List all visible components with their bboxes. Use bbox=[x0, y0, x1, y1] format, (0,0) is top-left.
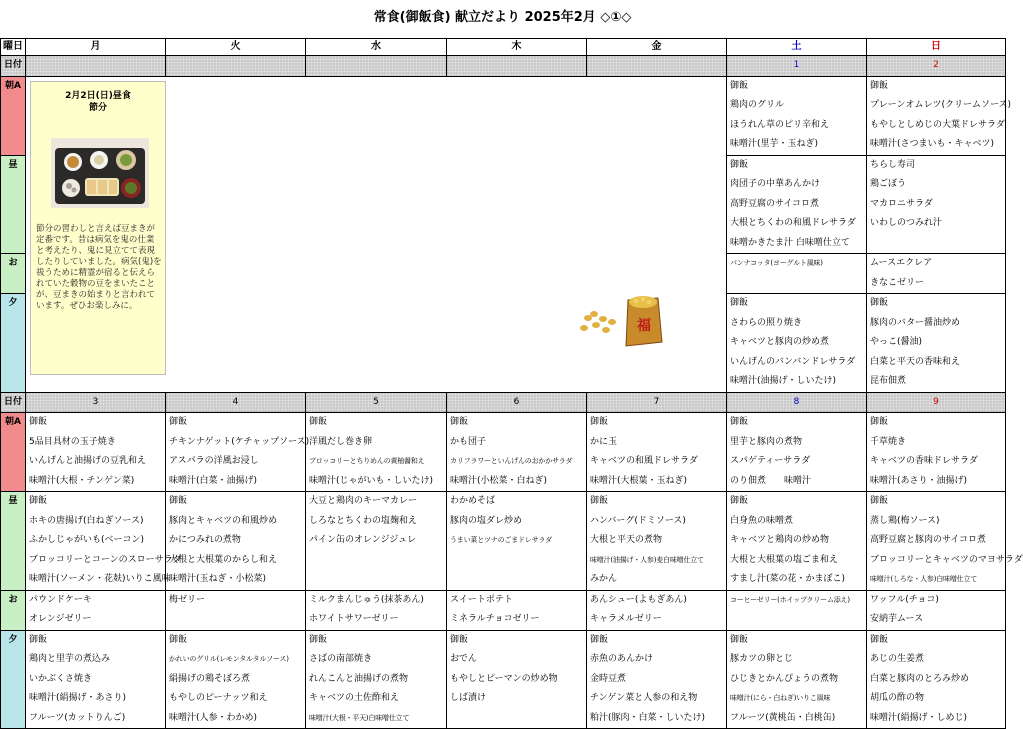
row-label-dinner: 夕 bbox=[1, 630, 26, 729]
meal-cell-w2-wed-snack bbox=[306, 590, 447, 630]
meal-cell-w2-tue-dinner bbox=[166, 630, 306, 729]
meal-cell-w1-sat-breakfast bbox=[727, 76, 867, 155]
menu-item: 味噌汁(白菜・油揚げ) bbox=[169, 475, 258, 486]
menu-item: 御飯 bbox=[169, 417, 188, 427]
header-sunday: 日 bbox=[867, 39, 1006, 56]
meal-cell-w2-sun-lunch bbox=[867, 492, 1023, 591]
menu-item: プレーンオムレツ(クリームソース) bbox=[870, 100, 1012, 110]
menu-item: 御飯 bbox=[450, 634, 469, 645]
week2-lunch-row bbox=[1, 492, 1006, 591]
menu-item: 御飯 bbox=[29, 417, 48, 427]
menu-item: 御飯 bbox=[309, 417, 328, 427]
menu-item: いんげんと油揚げの豆乳和え bbox=[29, 456, 147, 466]
menu-item: 味噌汁(にら・白ねぎ)いりこ風味 bbox=[730, 694, 831, 702]
meal-cell-w2-sun-dinner bbox=[867, 630, 1006, 729]
meal-cell-w2-thu-dinner bbox=[447, 630, 587, 729]
menu-item: アスパラの洋風お浸し bbox=[169, 456, 259, 466]
menu-item: 御飯 bbox=[730, 159, 749, 170]
menu-item: 大根と大根葉の塩ごま和え bbox=[730, 554, 839, 565]
menu-item: きなこゼリー bbox=[870, 277, 925, 288]
menu-item: 梅ゼリー bbox=[169, 594, 206, 605]
menu-item: キャベツの土佐酢和え bbox=[309, 693, 400, 703]
row-label-breakfast: 朝A bbox=[1, 76, 26, 155]
menu-item: 大根と大根葉のからし和え bbox=[169, 554, 278, 565]
meal-cell-w2-sat-lunch bbox=[727, 492, 867, 591]
menu-item: ムースエクレア bbox=[870, 258, 933, 268]
menu-item: パンナコッタ(ヨーグルト風味) bbox=[730, 259, 823, 267]
menu-item: 味噌汁(里芋・玉ねぎ) bbox=[730, 139, 819, 149]
menu-item: 味噌汁(油揚げ・人参)麦白味噌仕立て bbox=[590, 555, 704, 564]
row-label-snack: お bbox=[1, 254, 26, 294]
menu-item: スイートポテト bbox=[450, 594, 513, 605]
menu-item: 御飯 bbox=[870, 417, 889, 427]
menu-item: もやしとピーマンの炒め物 bbox=[450, 673, 558, 684]
date-cell: 3 bbox=[26, 392, 166, 413]
menu-item: みかん bbox=[590, 574, 618, 584]
row-label-snack: お bbox=[1, 590, 26, 630]
header-tuesday: 火 bbox=[166, 39, 306, 56]
menu-item: 御飯 bbox=[29, 496, 48, 506]
setsubun-meal-photo bbox=[51, 138, 149, 208]
feature-title-event: 節分 bbox=[88, 102, 107, 113]
menu-item: ワッフル(チョコ) bbox=[870, 594, 939, 605]
menu-item: 味噌汁(さつまいも・キャベツ) bbox=[870, 139, 995, 149]
menu-item: 御飯 bbox=[590, 634, 609, 645]
menu-item: さわらの照り焼き bbox=[730, 317, 803, 328]
menu-item bbox=[309, 570, 443, 590]
meal-cell-w2-sun-snack bbox=[867, 590, 1006, 630]
menu-item bbox=[450, 709, 583, 729]
menu-item: マカロニサラダ bbox=[870, 198, 933, 209]
menu-sheet bbox=[0, 38, 1023, 729]
menu-item: キャベツと鶏肉の炒め物 bbox=[730, 535, 830, 545]
menu-item: わかめそば bbox=[450, 496, 496, 506]
menu-item: いわしのつみれ汁 bbox=[870, 218, 943, 228]
menu-item: 味噌汁(あさり・油揚げ) bbox=[870, 475, 968, 486]
menu-item: 御飯 bbox=[730, 634, 749, 645]
menu-item: 味噌汁(絹揚げ・しめじ) bbox=[870, 712, 968, 723]
menu-item: 肉団子の中華あんかけ bbox=[730, 179, 821, 189]
menu-item: 味噌汁(油揚げ・しいたけ) bbox=[730, 376, 837, 386]
menu-item: さばの南部焼き bbox=[309, 654, 373, 664]
date-cell bbox=[166, 56, 306, 77]
menu-item: 味噌汁(じゃがいも・しいたけ) bbox=[309, 475, 434, 486]
row-label-breakfast: 朝A bbox=[1, 413, 26, 492]
menu-item: ミネラルチョコゼリー bbox=[450, 614, 540, 624]
menu-item: 5品目具材の玉子焼き bbox=[29, 436, 116, 447]
menu-item: れんこんと油揚げの煮物 bbox=[309, 673, 409, 684]
menu-item: オレンジゼリー bbox=[29, 614, 92, 624]
meal-cell-w2-sat-dinner bbox=[727, 630, 867, 729]
meal-cell-w2-tue-snack bbox=[166, 590, 306, 630]
menu-item: ミルクまんじゅう(抹茶あん) bbox=[309, 594, 424, 605]
menu-item: かれいのグリル(レモンタルタルソース) bbox=[169, 655, 289, 663]
menu-item: 味噌汁(絹揚げ・あさり) bbox=[29, 693, 127, 703]
menu-item: 豚肉のバター醤油炒め bbox=[870, 317, 961, 328]
date-row-label: 日付 bbox=[1, 56, 26, 77]
menu-item: キャベツの香味ドレサラダ bbox=[870, 456, 978, 466]
menu-item: 白身魚の味噌煮 bbox=[730, 515, 794, 526]
menu-item: ハンバーグ(ドミソース) bbox=[590, 515, 686, 526]
meal-cell-w2-mon-breakfast bbox=[26, 413, 166, 492]
menu-item: ブロッコリーとコーンのスローサラダ bbox=[29, 554, 182, 565]
menu-item: 御飯 bbox=[590, 417, 609, 427]
date-cell: 4 bbox=[166, 392, 306, 413]
menu-item: あんシュー(よもぎあん) bbox=[590, 594, 687, 605]
menu-item: 千草焼き bbox=[870, 436, 907, 447]
menu-item: ブロッコリーとちりめんの黄柚醤和え bbox=[309, 457, 425, 465]
menu-item: 豚肉の塩ダレ炒め bbox=[450, 515, 523, 526]
menu-item: 味噌汁(小松菜・白ねぎ) bbox=[450, 475, 548, 486]
week2-dinner-row bbox=[1, 630, 1006, 729]
menu-item: 御飯 bbox=[730, 496, 749, 506]
menu-item: 御飯 bbox=[730, 80, 749, 91]
menu-item: ホワイトサワーゼリー bbox=[309, 614, 399, 624]
header-thursday: 木 bbox=[447, 39, 587, 56]
meal-cell-w2-thu-lunch bbox=[447, 492, 587, 591]
meal-cell-w1-sun-lunch bbox=[867, 155, 1006, 254]
menu-item: ちらし寿司 bbox=[870, 159, 916, 170]
menu-item: 絹揚げの鶏そぼろ煮 bbox=[169, 673, 251, 684]
meal-cell-w2-thu-snack bbox=[447, 590, 587, 630]
menu-item: 鶏肉と里芋の煮込み bbox=[29, 654, 111, 664]
date-cell bbox=[306, 56, 447, 77]
date-cell-sunday: 2 bbox=[867, 56, 1006, 77]
weekday-corner-header: 曜日 bbox=[1, 39, 26, 56]
menu-item: ふかしじゃがいも(ベーコン) bbox=[29, 535, 145, 545]
menu-item: いかぶくさ焼き bbox=[29, 673, 93, 684]
meal-cell-w2-wed-lunch bbox=[306, 492, 447, 591]
menu-item: 安納芋ムース bbox=[870, 614, 924, 624]
meal-cell-w1-sat-dinner bbox=[727, 294, 867, 393]
meal-cell-w2-mon-snack bbox=[26, 590, 166, 630]
menu-item: 白菜と豚肉のとろみ炒め bbox=[870, 673, 970, 684]
menu-item: かも団子 bbox=[450, 436, 487, 447]
menu-item: 豚肉とキャベツの和風炒め bbox=[169, 515, 278, 526]
menu-item: ほうれん草のピリ辛和え bbox=[730, 119, 830, 130]
week2-snack-row bbox=[1, 590, 1006, 630]
menu-item: 御飯 bbox=[309, 634, 328, 645]
menu-item: 御飯 bbox=[169, 496, 188, 506]
menu-item: 味噌かきたま汁 白味噌仕立て bbox=[730, 237, 850, 248]
fuku-character: 福 bbox=[637, 317, 651, 334]
menu-item bbox=[309, 551, 443, 571]
menu-item: 大豆と鶏肉のキーマカレー bbox=[309, 496, 418, 506]
menu-item: 白菜と平天の香味和え bbox=[870, 356, 961, 367]
menu-item: 御飯 bbox=[870, 298, 889, 308]
meal-cell-w2-mon-lunch bbox=[26, 492, 182, 591]
menu-item: おでん bbox=[450, 654, 477, 664]
menu-item: 金時豆煮 bbox=[590, 673, 627, 684]
menu-item: 御飯 bbox=[870, 496, 889, 506]
feature-title-date: 2月2日(日)昼食 bbox=[65, 90, 131, 101]
menu-item: しば漬け bbox=[450, 693, 487, 703]
menu-item: 赤魚のあんかけ bbox=[590, 654, 654, 664]
date-cell-sunday: 9 bbox=[867, 392, 1006, 413]
meal-cell-w2-fri-lunch bbox=[587, 492, 727, 591]
feature-title bbox=[31, 90, 165, 114]
menu-item: かにつみれの煮物 bbox=[169, 535, 241, 545]
menu-item: 粕汁(豚肉・白菜・しいたけ) bbox=[590, 712, 706, 723]
meal-cell-w2-wed-dinner bbox=[306, 630, 447, 729]
date-row-label: 日付 bbox=[1, 392, 26, 413]
meal-cell-w2-tue-breakfast bbox=[166, 413, 310, 492]
date-cell bbox=[587, 56, 727, 77]
feature-area bbox=[26, 76, 727, 392]
menu-item: 高野豆腐のサイコロ煮 bbox=[730, 198, 820, 209]
menu-item: かに玉 bbox=[590, 436, 618, 447]
date-cell bbox=[447, 56, 587, 77]
meal-cell-w2-thu-breakfast bbox=[447, 413, 587, 492]
menu-item: 味噌汁(玉ねぎ・小松菜) bbox=[169, 574, 267, 584]
menu-item: 御飯 bbox=[450, 417, 469, 427]
menu-item: 味噌汁(大根・平天)白味噌仕立て bbox=[309, 713, 410, 722]
menu-item bbox=[730, 610, 863, 630]
menu-item: 胡瓜の酢の物 bbox=[870, 693, 925, 703]
menu-item: 味噌汁(大根葉・玉ねぎ) bbox=[590, 475, 688, 486]
meal-cell-w2-sat-breakfast bbox=[727, 413, 867, 492]
menu-item: ホキの唐揚げ(白ねぎソース) bbox=[29, 515, 144, 526]
menu-item: フルーツ(黄桃缶・白桃缶) bbox=[730, 712, 836, 723]
menu-item: 味噌汁(しろな・人参)白味噌仕立て bbox=[870, 575, 978, 583]
meal-cell-w1-sun-dinner bbox=[867, 294, 1006, 393]
menu-item bbox=[169, 610, 302, 630]
menu-item: 御飯 bbox=[870, 80, 889, 91]
menu-item: 大根と平天の煮物 bbox=[590, 535, 663, 545]
menu-item: やっこ(醤油) bbox=[870, 337, 923, 347]
menu-item: いんげんのバンバンドレサラダ bbox=[730, 356, 856, 367]
page-title: 常食(御飯食) 献立だより 2025年2月 ◇①◇ bbox=[373, 10, 632, 25]
menu-item: もやしとしめじの大葉ドレサラダ bbox=[870, 119, 1005, 130]
header-saturday: 土 bbox=[727, 39, 867, 56]
menu-item: 味噌汁(ソーメン・花麸)いりこ風味 bbox=[29, 574, 171, 584]
menu-item bbox=[450, 551, 583, 571]
menu-item: のり佃煮 味噌汁 bbox=[730, 475, 812, 486]
menu-item: 御飯 bbox=[730, 417, 749, 427]
date-cell: 5 bbox=[306, 392, 447, 413]
menu-item: コーヒーゼリー(ホイップクリーム添え) bbox=[730, 595, 850, 604]
menu-item: 蒸し鶏(梅ソース) bbox=[870, 515, 940, 526]
menu-item: うまい菜とツナのごまドレサラダ bbox=[450, 536, 552, 544]
menu-item: 御飯 bbox=[169, 634, 188, 645]
menu-item: パイン缶のオレンジジュレ bbox=[309, 535, 417, 545]
menu-item: 昆布佃煮 bbox=[870, 376, 907, 386]
header-friday: 金 bbox=[587, 39, 727, 56]
meal-cell-w2-fri-dinner bbox=[587, 630, 727, 729]
menu-item: ブロッコリーとキャベツのマヨサラダ bbox=[870, 554, 1023, 565]
meal-cell-w1-sun-snack bbox=[867, 254, 1006, 294]
menu-item: しろなとちくわの塩麹和え bbox=[309, 515, 418, 526]
menu-item: ひじきとかんぴょうの煮物 bbox=[730, 673, 839, 684]
meal-cell-w1-sat-snack bbox=[727, 254, 867, 294]
meal-cell-w2-sun-breakfast bbox=[867, 413, 1006, 492]
date-cell-saturday: 8 bbox=[727, 392, 867, 413]
menu-item: 里芋と豚肉の煮物 bbox=[730, 436, 803, 447]
row-label-lunch: 昼 bbox=[1, 155, 26, 254]
row-label-lunch: 昼 bbox=[1, 492, 26, 591]
menu-item: フルーツ(カットりんご) bbox=[29, 712, 126, 723]
header-wednesday: 水 bbox=[306, 39, 447, 56]
meal-cell-w2-sat-snack bbox=[727, 590, 867, 630]
menu-item bbox=[450, 570, 583, 590]
menu-item: 豚カツの卵とじ bbox=[730, 654, 794, 664]
date-cell-saturday: 1 bbox=[727, 56, 867, 77]
menu-item: 御飯 bbox=[870, 634, 889, 645]
menu-item: 高野豆腐と豚肉のサイコロ煮 bbox=[870, 535, 987, 545]
setsubun-beans-illustration bbox=[576, 292, 666, 352]
menu-item: カリフラワーといんげんのおかかサラダ bbox=[450, 457, 573, 465]
menu-item: 御飯 bbox=[730, 298, 749, 308]
date-cell bbox=[26, 56, 166, 77]
menu-item: 大根とちくわの和風ドレサラダ bbox=[730, 218, 856, 228]
meal-cell-w2-wed-breakfast bbox=[306, 413, 447, 492]
menu-item: スパゲティーサラダ bbox=[730, 456, 811, 466]
menu-item: パウンドケーキ bbox=[29, 594, 92, 605]
menu-item: もやしのピーナッツ和え bbox=[169, 693, 268, 703]
menu-item: 御飯 bbox=[590, 496, 609, 506]
menu-item: 味噌汁(人参・わかめ) bbox=[169, 712, 258, 723]
menu-item: キャベツの和風ドレサラダ bbox=[590, 456, 698, 466]
feature-description: 節分の習わしと言えば豆まきが定番です。昔は病気を鬼の仕業と考えたり、鬼に見立てて表現したりしていました。病気(鬼)を祓うために精霊が宿ると伝えられていた穀物の豆をまいたことが、豆まきの始まりと言われています。ぜひお楽しみに。 bbox=[36, 223, 162, 311]
menu-item: あじの生姜煮 bbox=[870, 654, 925, 664]
menu-item: チキンナゲット(ケチャップソース) bbox=[169, 436, 310, 447]
date-cell: 6 bbox=[447, 392, 587, 413]
menu-table bbox=[0, 38, 1023, 729]
week2-breakfast-row bbox=[1, 413, 1006, 492]
menu-item: 鶏肉のグリル bbox=[730, 100, 785, 110]
meal-cell-w2-mon-dinner bbox=[26, 630, 166, 729]
date-cell: 7 bbox=[587, 392, 727, 413]
menu-item: すまし汁(菜の花・かまぼこ) bbox=[730, 574, 846, 584]
menu-item: 洋風だし巻き卵 bbox=[309, 436, 373, 447]
menu-item: チンゲン菜と人参の和え物 bbox=[590, 693, 698, 703]
header-monday: 月 bbox=[26, 39, 166, 56]
meal-cell-w1-sun-breakfast bbox=[867, 76, 1012, 155]
row-label-dinner: 夕 bbox=[1, 294, 26, 393]
meal-cell-w2-fri-snack bbox=[587, 590, 727, 630]
menu-item: 鶏ごぼう bbox=[870, 179, 907, 189]
meal-cell-w2-fri-breakfast bbox=[587, 413, 727, 492]
meal-cell-w2-tue-lunch bbox=[166, 492, 306, 591]
meal-cell-w1-sat-lunch bbox=[727, 155, 867, 254]
menu-item: 御飯 bbox=[29, 634, 48, 645]
setsubun-feature-box bbox=[30, 81, 166, 375]
menu-item: キャベツと豚肉の炒め煮 bbox=[730, 337, 830, 347]
menu-item: 味噌汁(大根・チンゲン菜) bbox=[29, 475, 135, 486]
menu-item: キャラメルゼリー bbox=[590, 614, 662, 624]
